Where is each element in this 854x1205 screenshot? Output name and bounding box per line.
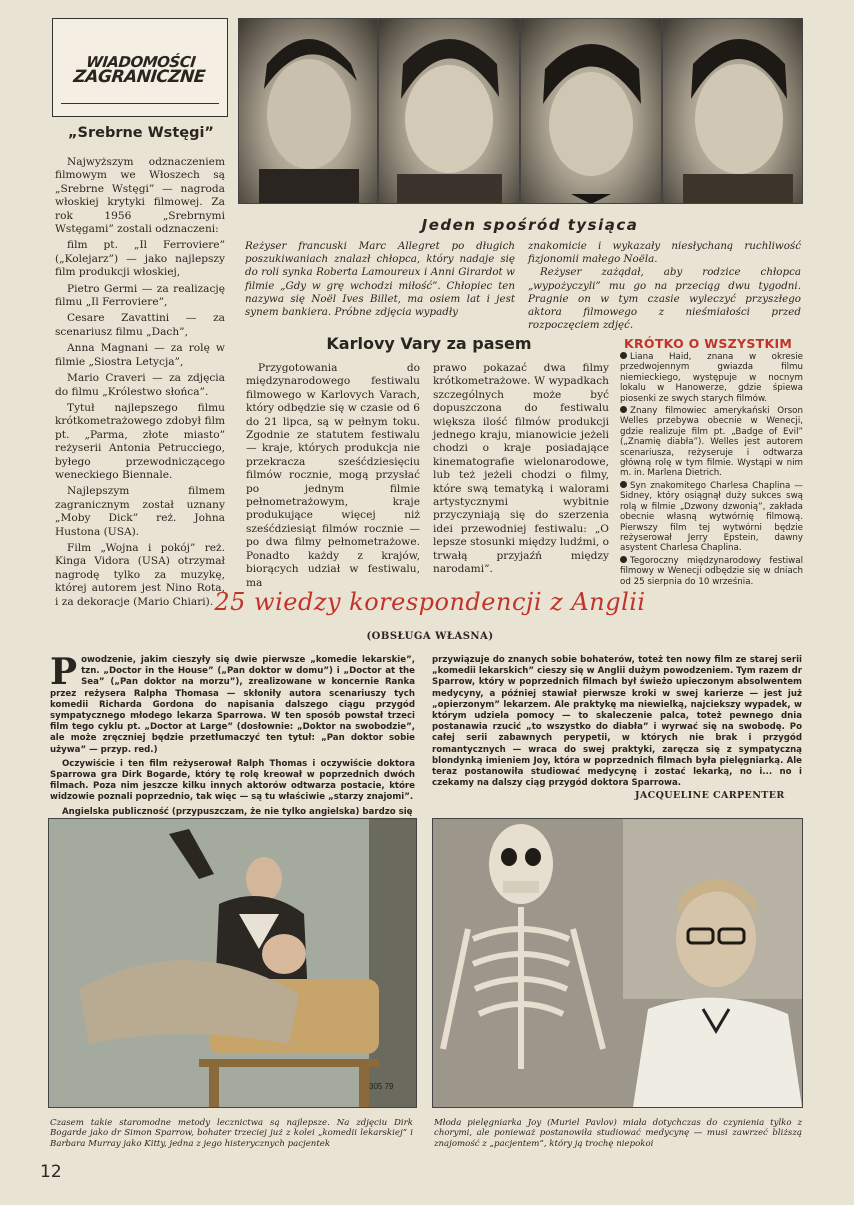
srebrne-paragraph: Cesare Zavattini — za scenariusz filmu „Dach”, [55, 312, 225, 338]
anglia-paragraph [50, 651, 415, 756]
srebrne-paragraph: Anna Magnani — za rolę w filmie „Siostra Letycja”, [55, 342, 225, 368]
krotko-item [620, 352, 803, 404]
anglia-column-1 [50, 651, 415, 821]
anglia-paragraph: Oczywiście i ten film reżyserował Ralph Thomas i oczywiście doktora Sparrowa gra Dirk Bogarde, który tę rolę kreował w poprzednich dwóch filmach. Poza nim jeszcze kilku innych aktorów odtwarza postacie, które widzowie poznali poprzednio, tak więc — są tu właściwie „starzy znajomi”. [50, 758, 415, 803]
section-logo-box [52, 18, 228, 117]
page-number: 12 [40, 1162, 62, 1182]
srebrne-paragraph: Tytuł najlepszego filmu krótkometrażowego zdobył film pt. „Parma, złote miasto” reżyserii Antonia Petrucciego, byłego przewodniczącego weneckiego Biennale. [55, 401, 225, 481]
srebrne-paragraph: Mario Craveri — za zdjęcia do filmu „Królestwo słońca”. [55, 372, 225, 398]
jeden-column-2 [528, 240, 801, 332]
section-logo [51, 55, 228, 85]
boy-photo-4 [662, 18, 803, 204]
anglia-subtitle: (OBSŁUGA WŁASNA) [366, 631, 494, 642]
karlovy-column-1 [246, 362, 420, 593]
dropcap: P [50, 651, 78, 693]
boy-photo-2 [378, 18, 520, 204]
anglia-handwritten-title: 25 wiedzy korespondencji z Anglii [214, 588, 646, 616]
logo-rule [61, 103, 219, 104]
jeden-column-1: Reżyser francuski Marc Allegret po długich poszukiwaniach znalazł chłopca, który nadaje się do roli synka Roberta Lamoureux i Anni Girardot w filmie „Gdy w grę wchodzi miłość”. Chłopiec ten nazywa się Noël Ives Billet, ma osiem lat i jest synem bankiera. Próbne zdjęcia wypadły [245, 240, 515, 319]
skeleton-scene-illustration [433, 819, 802, 1107]
karlovy-column-2: prawo pokazać dwa filmy krótkometrażowe. W wypadkach szczególnych może być dopuszczona do festiwalu większa ilość filmów produkcji jednego kraju, mianowicie jeżeli chodzi o kraje posiadające kinematografie wielonarodowe, lub też jeżeli chodzi o filmy, które swą tematyką i walorami artystycznymi wybitnie przyczyniają się do szerzenia idei przewodniej festiwalu: „O lepsze stosunki między ludźmi, o trwałą przyjaźń między narodami”. [433, 362, 609, 576]
srebrne-paragraph: Pietro Germi — za realizację filmu „Il Ferroviere”, [55, 282, 225, 309]
boy-portrait-3 [521, 19, 661, 203]
karlovy-title: Karlovy Vary za pasem [326, 334, 532, 353]
jeden-paragraph-b: Reżyser zażądał, aby rodzice chłopca „wypożyczyli” mu go na przeciąg dwu tygodni. Pragnie on w tym czasie wyleczyć przyszłego aktora filmowego z nieśmiałości przed rozpoczęciem zdjęć. [528, 266, 801, 332]
caption-left: Czasem takie staromodne metody lecznictwa są najlepsze. Na zdjęciu Dirk Bogarde jako dr Simon Sparrow, bohater trzeciej już z kolei „komedii lekarskiej” i Barbara Murray jako Kitty, jedna z jego histerycznych pacjentek [50, 1118, 413, 1149]
bullet-icon [620, 352, 627, 359]
photo-doctor-scene [48, 818, 417, 1108]
krotko-item [620, 406, 803, 479]
anglia-paragraph: Angielska publiczność (przypuszczam, że nie tylko angielska) bardzo się [62, 806, 413, 817]
boy-photo-1 [238, 18, 378, 204]
boy-photo-3 [520, 18, 662, 204]
srebrne-paragraph: Film „Wojna i pokój” reż. Kinga Vidora (USA) otrzymał nagrodę tylko za muzykę, której autorem jest Nino Rota, i za dekoracje (Mario Chiari). [55, 541, 225, 608]
srebrne-column [55, 156, 225, 612]
article-author: JACQUELINE CARPENTER [635, 790, 785, 801]
boy-portrait-4 [663, 19, 802, 203]
photo-skeleton-scene [432, 818, 803, 1108]
bullet-icon [620, 481, 627, 488]
srebrne-paragraph: Najlepszym filmem zagranicznym został uznany „Moby Dick” reż. Johna Hustona (USA). [55, 485, 225, 538]
anglia-paragraph-text: owodzenie, jakim cieszyły się dwie pierwsze „komedie lekarskie”, tzn. „Doctor in the House” („Pan doktor w domu”) i „Doctor at the Sea” („Pan doktor na morzu”), zrealizowane w koncernie Ranka przez reżysera Ralpha Thomasa — skłoniły autora scenariuszy tych komedii Richarda Gordona do napisania dalszego ciągu przygód sympatycznego młodego lekarza Sparrowa. W ten sposób powstał trzeci film tego cyklu pt. „Doctor at Large” (dosłownie: „Doktor na swobodzie”, ale może zręczniej będzie przetłumaczyć ten tytuł: „Pan doktor sobie używa” — przyp. red.) [50, 655, 415, 755]
krotko-item [620, 481, 803, 554]
jeden-paragraph-a: znakomicie i wykazały niesłychaną ruchliwość fizjonomii małego Noëla. [528, 240, 801, 266]
boy-portrait-1 [239, 19, 377, 203]
doctor-scene-illustration [49, 819, 416, 1107]
krotko-item-text: Tegoroczny międzynarodowy festiwal filmowy w Wenecji odbędzie się w dniach od 25 sierpnia do 10 września. [620, 555, 803, 587]
jeden-title: Jeden spośród tysiąca [421, 216, 639, 234]
srebrne-title: „Srebrne Wstęgi” [68, 125, 214, 141]
srebrne-paragraph: film pt. „Il Ferroviere” („Kolejarz”) — jako najlepszy film produkcji włoskiej, [55, 239, 225, 279]
krotko-item-text: Znany filmowiec amerykański Orson Welles przebywa obecnie w Wenecji, gdzie realizuje film pt. „Badge of Evil” („Znamię diabła”). Welles jest autorem scenariusza, reżyseruje i odtwarza główną rolę w tym filmie. Wystąpi w nim m. in. Marlena Dietrich. [620, 406, 803, 479]
logo-line-2: ZAGRANICZNE [72, 67, 207, 87]
photo-stamp: 305 79 [369, 1082, 394, 1091]
bullet-icon [620, 406, 627, 413]
karlovy-paragraph-1: Przygotowania do międzynarodowego festiwalu filmowego w Karlovych Varach, który odbędzie się w czasie od 6 do 21 lipca, są w pełnym toku. Zgodnie ze statutem festiwalu — kraje, których produkcja nie przekracza sześćdziesięciu filmów rocznie, mogą przysłać po jednym filmie pełnometrażowym, kraje produkujące więcej niż sześćdziesiąt filmów rocznie — po dwa filmy pełnometrażowe. Ponadto każdy z krajów, biorących udział w festiwalu, ma [246, 362, 420, 589]
krotko-title: KRÓTKO O WSZYSTKIM [624, 336, 793, 351]
boy-portrait-2 [379, 19, 519, 203]
krotko-item-text: Syn znakomitego Charlesa Chaplina — Sidney, który osiągnął duży sukces swą rolą w filmie „Dzwony dzwonią”, zakłada obecnie własną wytwórnię filmową. Pierwszy film tej wytwórni będzie reżyserował Jerry Epstein, dawny asystent Charlesa Chaplina. [620, 480, 803, 554]
bullet-icon [620, 556, 627, 563]
krotko-item-text: Liana Haid, znana w okresie przedwojennym gwiazda filmu niemieckiego, występuje w nocnym lokalu w Hanowerze, gdzie śpiewa piosenki ze swych starych filmów. [620, 352, 803, 404]
krotko-item [620, 556, 803, 587]
caption-right: Młoda pielęgniarka Joy (Muriel Pavlov) miała dotychczas do czynienia tylko z chorymi, ale ponieważ postanowiła studiować medycynę — musi zawrzeć bliższą znajomość z „pacjentem”, który ją trochę niepokoi [434, 1118, 802, 1149]
krotko-list [620, 352, 803, 589]
logo-line-1: WIADOMOŚCI [85, 53, 197, 71]
srebrne-paragraph: Najwyższym odznaczeniem filmowym we Włoszech są „Srebrne Wstęgi” — nagroda włoskiej krytyki filmowej. Za rok 1956 „Srebrnymi Wstęgami” zostali odznaczeni: [55, 156, 225, 236]
anglia-column-2: przywiązuje do znanych sobie bohaterów, toteż ten nowy film ze starej serii „komedii lekarskich” cieszy się w Anglii dużym powodzeniem. Tym razem dr Sparrow, który w poprzednich filmach był świeżo upieczonym absolwentem medycyny, a później stawiał pierwsze kroki w swej karierze — jest już „opierzonym” lekarzem. Ale praktykę ma niewielką, najciekszy wypadek, w którym udziela pomocy — to skaleczenie palca, toteż pewnego dnia postanawia rzucić „to wszystko do diabła” i wyrwać się na swobodę. Po całej serii zabawnych perypetii, w których nie brak i przygód romantycznych — wraca do swej praktyki, zaręcza się z sympatyczną blondynką imieniem Joy, która w poprzednich filmach była pielęgniarką. Ale teraz postanowiła studiować medycynę i zostać lekarką, no i... no i czekamy na dalszy ciąg przygód doktora Sparrowa. [432, 655, 802, 789]
